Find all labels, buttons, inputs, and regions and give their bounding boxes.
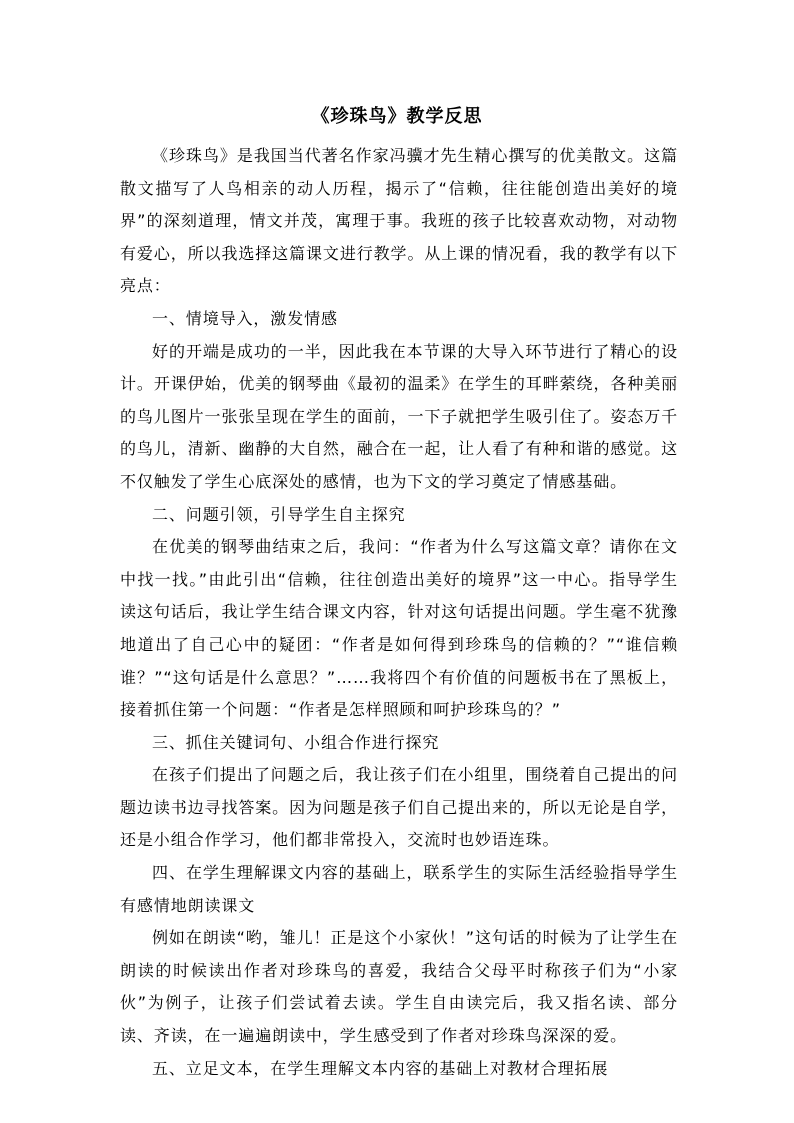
- document-body: [120, 140, 678, 1085]
- paragraph-section-4: 例如在朗读“哟，雏儿！正是这个小家伙！”这句话的时候为了让学生在朗读的时候读出作者对珍珠鸟的喜爱，我结合父母平时称孩子们为“小家伙”为例子，让孩子们尝试着去读。学生自由读完后，我又指名读、部分读、齐读，在一遍遍朗读中，学生感受到了作者对珍珠鸟深深的爱。: [120, 928, 678, 1046]
- paragraph-section-1: 好的开端是成功的一半，因此我在本节课的大导入环节进行了精心的设计。开课伊始，优美的钢琴曲《最初的温柔》在学生的耳畔萦绕，各种美丽的鸟儿图片一张张呈现在学生的面前，一下子就把学生吸引住了。姿态万千的鸟儿，清新、幽静的大自然，融合在一起，让人看了有种和谐的感觉。这不仅触发了学生心底深处的感情，也为下文的学习奠定了情感基础。: [120, 341, 678, 491]
- paragraph-intro: 《珍珠鸟》是我国当代著名作家冯骥才先生精心撰写的优美散文。这篇散文描写了人鸟相亲的动人历程，揭示了“信赖，往往能创造出美好的境界”的深刻道理，情文并茂，寓理于事。我班的孩子比较喜欢动物，对动物有爱心，所以我选择这篇课文进行教学。从上课的情况看，我的教学有以下亮点：: [120, 146, 678, 296]
- section-heading-3: 三、抓住关键词句、小组合作进行探究: [152, 732, 440, 752]
- section-heading-1: 一、情境导入，激发情感: [152, 308, 338, 328]
- section-heading-2: 二、问题引领，引导学生自主探究: [152, 504, 406, 524]
- section-heading-4: 四、在学生理解课文内容的基础上，联系学生的实际生活经验指导学生有感情地朗读课文: [120, 863, 678, 915]
- paragraph-section-2: 在优美的钢琴曲结束之后，我问：“作者为什么写这篇文章？请你在文中找一找。”由此引出“信赖，往往创造出美好的境界”这一中心。指导学生读这句话后，我让学生结合课文内容，针对这句话提出问题。学生毫不犹豫地道出了自己心中的疑团：“作者是如何得到珍珠鸟的信赖的？”“谁信赖谁？”“这句话是什么意思？”……我将四个有价值的问题板书在了黑板上，接着抓住第一个问题：“作者是怎样照顾和呵护珍珠鸟的？”: [120, 537, 678, 720]
- section-heading-5: 五、立足文本，在学生理解文本内容的基础上对教材合理拓展: [152, 1058, 609, 1078]
- paragraph-section-3: 在孩子们提出了问题之后，我让孩子们在小组里，围绕着自己提出的问题边读书边寻找答案。因为问题是孩子们自己提出来的，所以无论是自学，还是小组合作学习，他们都非常投入，交流时也妙语连珠。: [120, 765, 678, 850]
- document-title: 《珍珠鸟》教学反思: [311, 106, 483, 127]
